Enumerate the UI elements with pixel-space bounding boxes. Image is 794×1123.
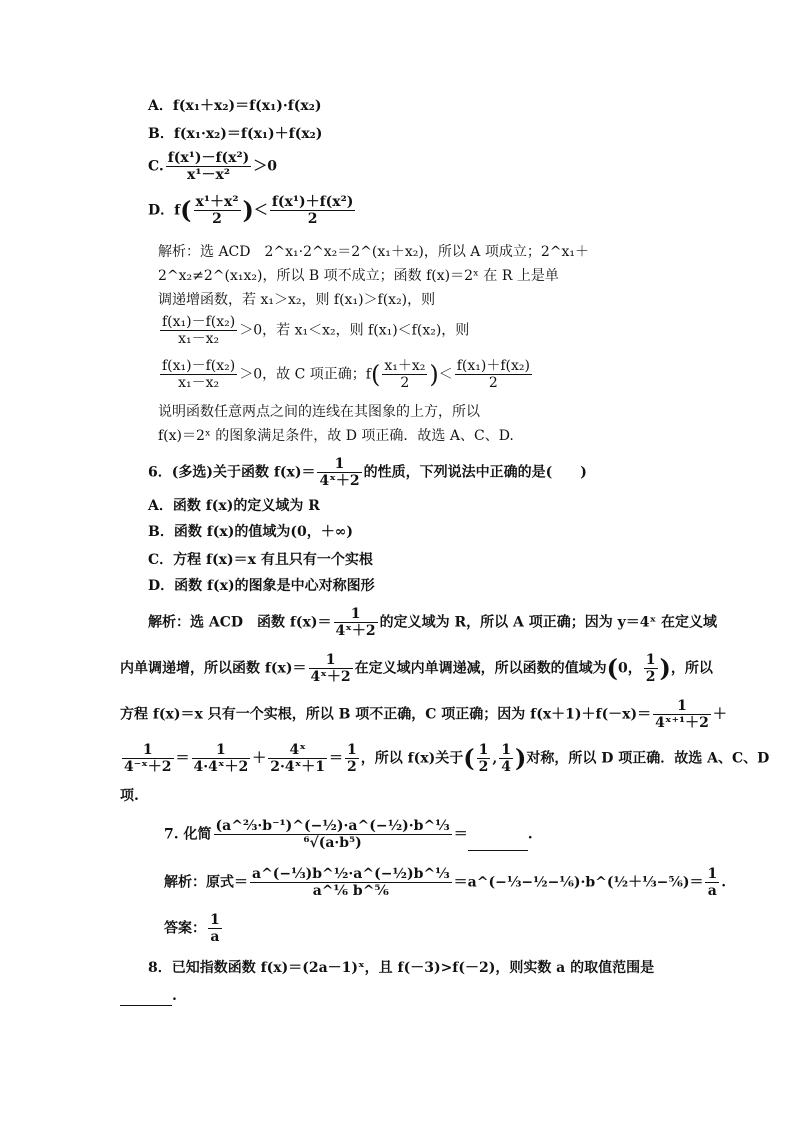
- q7-stem-pre: 7. 化简: [164, 826, 212, 843]
- q6-solution-line-2-post: ，所以: [670, 660, 713, 677]
- q5-solution-fraction-1: [160, 314, 237, 347]
- q7-solution-fraction-2: [705, 866, 719, 899]
- q6-solution-fraction-1: [334, 606, 378, 639]
- q6-solution-line-1-pre: 解析：选 ACD 函数 f(x)＝: [148, 614, 332, 631]
- fraction-denominator: ⁶√(a·b⁵): [303, 835, 362, 851]
- q5-option-b: B．f(x₁·x₂)＝f(x₁)＋f(x₂): [148, 126, 323, 142]
- fraction-numerator: f(x₁)－f(x₂): [162, 314, 236, 330]
- fraction-denominator: 4ˣ⁺¹＋2: [655, 715, 709, 731]
- q6-solution-line-1: [148, 606, 717, 646]
- q5-option-d-lt: ＜: [253, 202, 268, 219]
- fraction-numerator: f(x¹)－f(x²): [167, 150, 250, 166]
- fraction-denominator: 4ˣ＋2: [335, 623, 376, 639]
- q7-stem-fraction: [214, 818, 452, 851]
- q8-tail: .: [172, 988, 177, 1004]
- q6-solution-point-x: [477, 742, 491, 775]
- q7-solution-pre: 解析：原式＝: [164, 874, 248, 891]
- fraction-denominator: x₁－x₂: [178, 331, 220, 347]
- q5-solution-line-4-tail: ＞0，若 x₁＜x₂，则 f(x₁)＜f(x₂)，则: [239, 322, 470, 339]
- q5-option-d-fraction-right: [270, 194, 356, 227]
- q6-stem-fraction: [317, 456, 361, 489]
- q6-solution-line-4: $\frac{1}{\text{4⁻ˣ＋2}}$ ＝ $\frac{1}{\text{4·4ˣ＋2}}$ ＋ $\frac{\text{4ˣ}}{\text{2·4ˣ＋1}}$ ＝ $\frac{1}{2}$ ，所以 f(x)关于( $\frac{1}{2}$ , $\frac{1}{4}$ )对称，所以 D 项正确．故选 A、C、D: [124, 742, 770, 775]
- q7-solution-mid: ＝a^(−⅓−½−⅙)·b^(½＋⅓−⅚)＝: [453, 874, 704, 891]
- q7-solution-post: .: [721, 874, 727, 891]
- fraction-numerator: (a^⅔·b⁻¹)^(−½)·a^(−½)·b^⅓: [215, 818, 450, 834]
- fraction-denominator: 2: [488, 375, 498, 391]
- q7-solution-fraction-1: [250, 866, 452, 899]
- fraction-numerator: 4ˣ: [268, 742, 327, 759]
- q7-answer-label: 答案：: [164, 920, 206, 937]
- fraction-denominator: 2·4ˣ＋1: [270, 759, 326, 775]
- fraction-numerator: 1: [309, 652, 353, 669]
- q6-solution-interval-fraction: [644, 652, 658, 685]
- q6-stem-pre: 6．(多选)关于函数 f(x)＝: [148, 464, 316, 481]
- q5-solution-line-2: 2^x₂≠2^(x₁x₂)，所以 B 项不成立；函数 f(x)＝2ˣ 在 R 上是单: [158, 268, 559, 284]
- fraction-denominator: 2: [478, 759, 489, 775]
- q5-solution-fraction-2: [160, 358, 237, 391]
- q6-solution-line-4-mid: ，所以 f(x)关于: [360, 750, 464, 767]
- q5-solution-fraction-3: [382, 358, 427, 391]
- q6-solution-fraction-4: [122, 742, 174, 775]
- fraction-denominator: 4ˣ＋2: [319, 473, 360, 489]
- fraction-denominator: 4ˣ＋2: [310, 669, 351, 685]
- q5-solution-line-5: $\frac{\text{f(x₁)－f(x₂)}}{\text{x₁－x₂}}$ ＞0，故 C 项正确；f( $\frac{\text{x₁＋x₂}}{2}$ )＜ $\frac{\text{f(x₁)＋f(x₂)}}{2}$: [162, 358, 530, 391]
- fraction-numerator: f(x¹)＋f(x²): [271, 194, 354, 210]
- q7-answer: [164, 912, 224, 952]
- q5-option-d: D．f( $\frac{\text{x¹＋x²}}{2}$ )＜ $\frac{\text{f(x¹)＋f(x²)}}{2}$: [148, 194, 354, 227]
- equals-sign: ＝: [329, 750, 344, 767]
- q6-solution-fraction-2: [309, 652, 353, 685]
- fraction-numerator: x¹＋x²: [195, 194, 239, 210]
- q6-solution-line-2-mid: 在定义域内单调递减，所以函数的值域为: [354, 660, 607, 677]
- fraction-denominator: x¹－x²: [187, 167, 231, 183]
- fraction-denominator: 4⁻ˣ＋2: [124, 759, 172, 775]
- fraction-denominator: 2: [307, 211, 318, 227]
- equals-sign: ＝: [175, 750, 190, 767]
- fraction-denominator: 4·4ˣ＋2: [193, 759, 249, 775]
- q6-solution-line-4-post: 对称，所以 D 项正确．故选 A、C、D: [526, 750, 770, 767]
- fraction-numerator: 1: [334, 606, 378, 623]
- fraction-numerator: 1: [192, 742, 251, 759]
- q6-solution-fraction-6: [268, 742, 327, 775]
- q6-solution-line-3: [120, 698, 727, 738]
- fraction-denominator: 4: [501, 759, 512, 775]
- fraction-denominator: a: [210, 929, 220, 945]
- fraction-denominator: 2: [645, 669, 656, 685]
- q5-solution-line-5-lt: ＜: [438, 366, 453, 383]
- q5-option-c-fraction: [166, 150, 252, 183]
- q6-solution-line-2: 内单调递增，所以函数 f(x)＝ $\frac{1}{\text{4ˣ＋2}}$ 在定义域内单调递减，所以函数的值域为(0， $\frac{1}{2}$ )，所以: [120, 652, 713, 685]
- q5-option-a: A．f(x₁＋x₂)＝f(x₁)·f(x₂): [148, 98, 322, 114]
- q5-solution-line-5-mid: ＞0，故 C 项正确；f: [239, 366, 371, 383]
- fraction-numerator: 1: [210, 912, 220, 928]
- fraction-numerator: 1: [478, 742, 489, 758]
- q8-answer-blank[interactable]: [120, 1005, 172, 1006]
- q7-solution: [164, 866, 726, 906]
- q6-solution-line-5: 项.: [120, 788, 139, 804]
- fraction-denominator: 2: [212, 211, 222, 227]
- fraction-denominator: 2: [400, 375, 410, 391]
- fraction-numerator: 1: [317, 456, 361, 473]
- fraction-numerator: 1: [645, 652, 656, 668]
- fraction-denominator: a: [707, 883, 717, 899]
- q5-solution-fraction-4: [455, 358, 532, 391]
- q6-solution-line-3-pre: 方程 f(x)＝x 只有一个实根，所以 B 项不正确，C 项正确；因为 f(x＋1)＋f(－x)＝: [120, 706, 652, 723]
- q5-solution-line-4: [158, 314, 469, 354]
- fraction-numerator: f(x₁)＋f(x₂): [456, 358, 530, 374]
- q6-option-d: D．函数 f(x)的图象是中心对称图形: [148, 578, 375, 594]
- q5-option-c: [148, 150, 277, 190]
- q5-solution-line-6: 说明函数任意两点之间的连线在其图象的上方，所以: [158, 404, 480, 420]
- q7-stem: 7. 化简 $\frac{\text{(a\textasciicircum{}⅔·b⁻¹)\textasciicircum{}(−½)·a\textasciicircum{}(−½)·b\textasciicircum{}⅓}}{\text{⁶√(a·b⁵)}}$ ＝ .: [164, 818, 533, 851]
- plus-sign: ＋: [252, 750, 267, 767]
- fraction-numerator: 1: [122, 742, 174, 759]
- fraction-numerator: a^(−⅓)b^½·a^(−½)b^⅓: [252, 866, 450, 882]
- fraction-numerator: 1: [347, 742, 357, 758]
- fraction-denominator: 2: [347, 759, 357, 775]
- q8-answer-line: [120, 986, 177, 1006]
- q5-solution-line-1: 解析：选 ACD 2^x₁·2^x₂＝2^(x₁＋x₂)，所以 A 项成立；2^x₁＋: [158, 244, 589, 260]
- q7-answer-blank[interactable]: [468, 850, 528, 851]
- q6-solution-fraction-3: [653, 698, 711, 731]
- fraction-numerator: f(x₁)－f(x₂): [162, 358, 236, 374]
- q6-option-c: C．方程 f(x)＝x 有且只有一个实根: [148, 552, 373, 568]
- q5-option-c-prefix: C.: [148, 158, 164, 175]
- q6-option-b: B．函数 f(x)的值域为(0，＋∞): [148, 524, 353, 540]
- q6-solution-line-1-post: 的定义域为 R，所以 A 项正确；因为 y＝4ˣ 在定义域: [379, 614, 718, 631]
- q6-option-a: A．函数 f(x)的定义域为 R: [148, 498, 320, 514]
- fraction-numerator: x₁＋x₂: [384, 358, 426, 374]
- q5-option-c-tail: ＞0: [253, 158, 278, 175]
- q6-solution-interval-left: 0，: [618, 660, 642, 677]
- fraction-denominator: a^⅙ b^⅚: [312, 883, 389, 899]
- q5-solution-line-7: f(x)＝2ˣ 的图象满足条件，故 D 项正确．故选 A、C、D.: [158, 428, 514, 444]
- q6-solution-fraction-7: [345, 742, 359, 775]
- fraction-numerator: 1: [707, 866, 718, 882]
- q8-stem: 8．已知指数函数 f(x)＝(2a－1)ˣ，且 f(－3)>f(－2)，则实数 a 的取值范围是: [148, 960, 655, 976]
- q5-option-d-prefix: D．f: [148, 202, 181, 219]
- fraction-numerator: 1: [501, 742, 512, 758]
- q6-stem-post: 的性质，下列说法中正确的是( ): [363, 464, 587, 481]
- q6-solution-line-3-post: ＋: [712, 706, 727, 723]
- q6-solution-point-y: [499, 742, 513, 775]
- q7-answer-fraction: [208, 912, 222, 945]
- q5-solution-line-3: 调递增函数，若 x₁＞x₂，则 f(x₁)＞f(x₂)，则: [158, 292, 436, 308]
- fraction-denominator: x₁－x₂: [178, 375, 220, 391]
- q6-solution-fraction-5: [192, 742, 251, 775]
- q6-stem: [148, 456, 587, 496]
- q6-solution-line-2-pre: 内单调递增，所以函数 f(x)＝: [120, 660, 307, 677]
- q5-option-d-fraction-left: [194, 194, 241, 227]
- fraction-numerator: 1: [653, 698, 711, 715]
- q7-stem-post: ＝: [453, 826, 468, 843]
